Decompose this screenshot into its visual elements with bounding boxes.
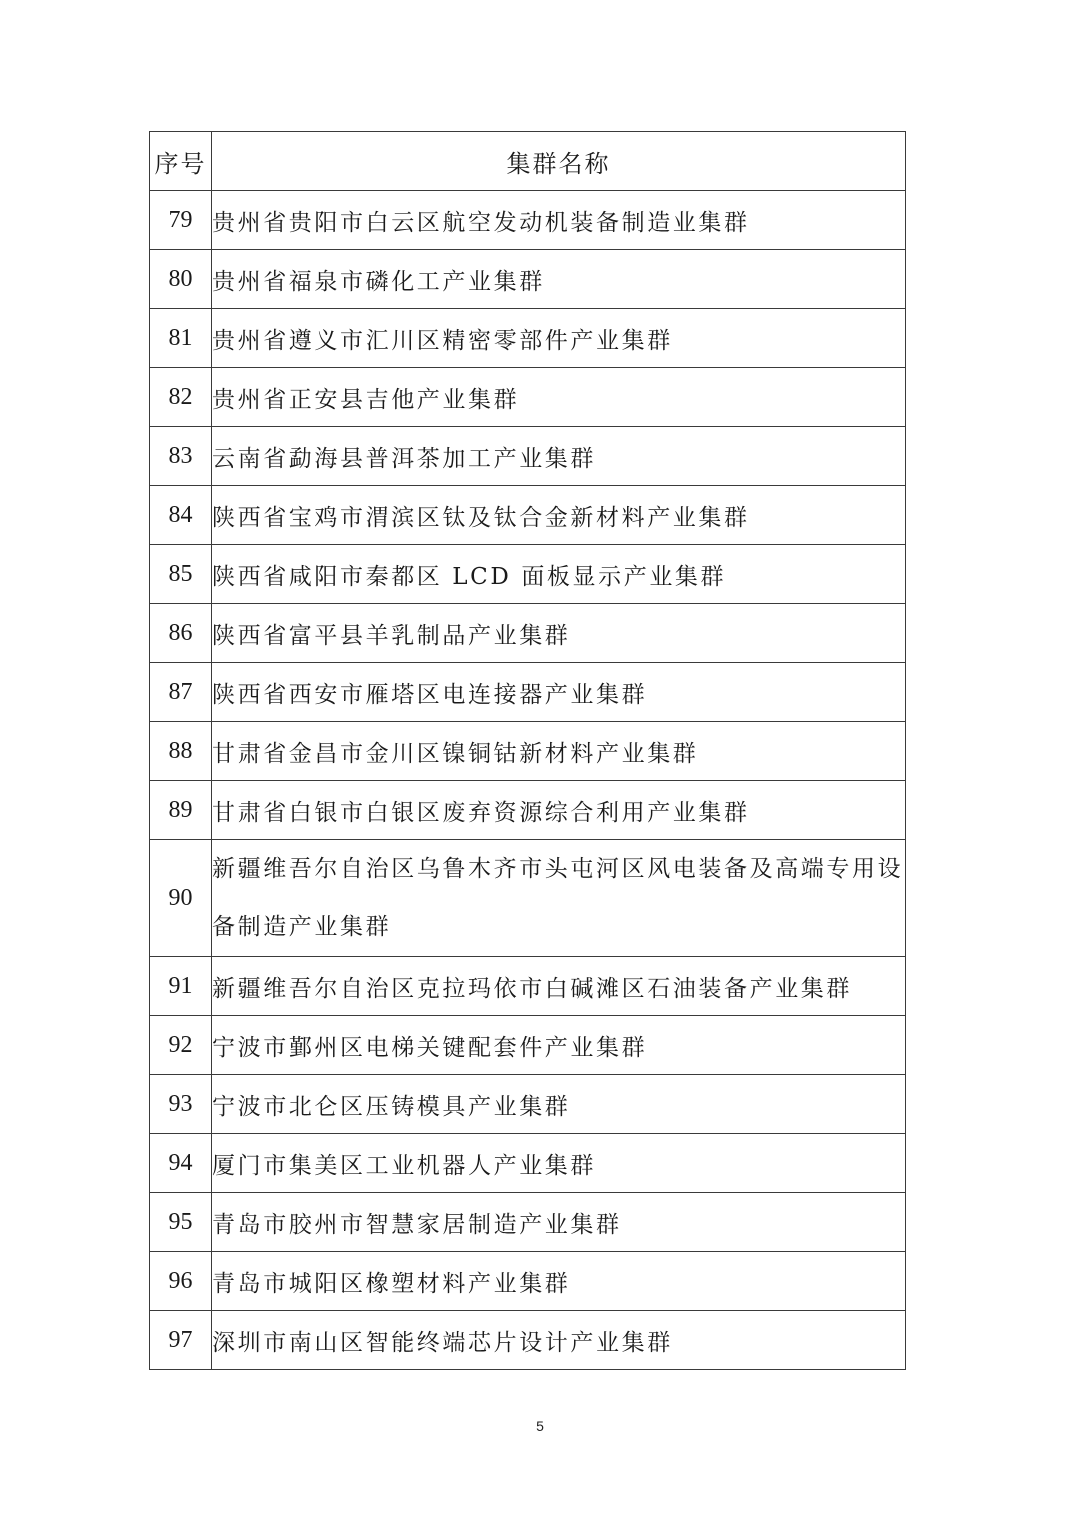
row-index: 97 bbox=[150, 1311, 212, 1370]
table-row bbox=[150, 309, 906, 368]
table-body bbox=[150, 191, 906, 1370]
table-row bbox=[150, 1252, 906, 1311]
row-index: 84 bbox=[150, 486, 212, 545]
table-row bbox=[150, 250, 906, 309]
table-row bbox=[150, 1075, 906, 1134]
table-row bbox=[150, 1016, 906, 1075]
table-row bbox=[150, 191, 906, 250]
row-index: 92 bbox=[150, 1016, 212, 1075]
row-cluster-name: 陕西省西安市雁塔区电连接器产业集群 bbox=[212, 663, 906, 722]
row-index: 91 bbox=[150, 957, 212, 1016]
table-row bbox=[150, 1193, 906, 1252]
row-index: 95 bbox=[150, 1193, 212, 1252]
row-cluster-name: 陕西省富平县羊乳制品产业集群 bbox=[212, 604, 906, 663]
table-row bbox=[150, 1134, 906, 1193]
cluster-table bbox=[149, 131, 906, 1370]
row-index: 86 bbox=[150, 604, 212, 663]
header-index: 序号 bbox=[150, 132, 212, 191]
table-row bbox=[150, 663, 906, 722]
table-header-row bbox=[150, 132, 906, 191]
table-row bbox=[150, 781, 906, 840]
row-index: 94 bbox=[150, 1134, 212, 1193]
table-row bbox=[150, 545, 906, 604]
row-index: 82 bbox=[150, 368, 212, 427]
row-index: 80 bbox=[150, 250, 212, 309]
row-cluster-name: 青岛市胶州市智慧家居制造产业集群 bbox=[212, 1193, 906, 1252]
row-cluster-name: 贵州省正安县吉他产业集群 bbox=[212, 368, 906, 427]
table-row bbox=[150, 427, 906, 486]
table-row bbox=[150, 604, 906, 663]
row-index: 83 bbox=[150, 427, 212, 486]
table-row bbox=[150, 840, 906, 957]
row-cluster-name: 宁波市北仑区压铸模具产业集群 bbox=[212, 1075, 906, 1134]
row-cluster-name: 青岛市城阳区橡塑材料产业集群 bbox=[212, 1252, 906, 1311]
row-cluster-name: 厦门市集美区工业机器人产业集群 bbox=[212, 1134, 906, 1193]
row-index: 85 bbox=[150, 545, 212, 604]
row-index: 89 bbox=[150, 781, 212, 840]
row-cluster-name: 甘肃省金昌市金川区镍铜钴新材料产业集群 bbox=[212, 722, 906, 781]
row-cluster-name: 深圳市南山区智能终端芯片设计产业集群 bbox=[212, 1311, 906, 1370]
row-index: 96 bbox=[150, 1252, 212, 1311]
row-index: 88 bbox=[150, 722, 212, 781]
table-row bbox=[150, 368, 906, 427]
row-cluster-name: 甘肃省白银市白银区废弃资源综合利用产业集群 bbox=[212, 781, 906, 840]
row-index: 93 bbox=[150, 1075, 212, 1134]
row-cluster-name: 陕西省咸阳市秦都区 LCD 面板显示产业集群 bbox=[212, 545, 906, 604]
row-index: 81 bbox=[150, 309, 212, 368]
row-cluster-name: 贵州省贵阳市白云区航空发动机装备制造业集群 bbox=[212, 191, 906, 250]
row-cluster-name: 云南省勐海县普洱茶加工产业集群 bbox=[212, 427, 906, 486]
row-index: 90 bbox=[150, 840, 212, 957]
row-cluster-name: 贵州省遵义市汇川区精密零部件产业集群 bbox=[212, 309, 906, 368]
table-row bbox=[150, 722, 906, 781]
table-row bbox=[150, 1311, 906, 1370]
row-cluster-name: 新疆维吾尔自治区克拉玛依市白碱滩区石油装备产业集群 bbox=[212, 957, 906, 1016]
row-cluster-name: 新疆维吾尔自治区乌鲁木齐市头屯河区风电装备及高端专用设备制造产业集群 bbox=[212, 840, 906, 957]
table-row bbox=[150, 957, 906, 1016]
row-index: 87 bbox=[150, 663, 212, 722]
row-index: 79 bbox=[150, 191, 212, 250]
table-row bbox=[150, 486, 906, 545]
row-cluster-name: 宁波市鄞州区电梯关键配套件产业集群 bbox=[212, 1016, 906, 1075]
row-cluster-name: 陕西省宝鸡市渭滨区钛及钛合金新材料产业集群 bbox=[212, 486, 906, 545]
row-cluster-name: 贵州省福泉市磷化工产业集群 bbox=[212, 250, 906, 309]
header-cluster-name: 集群名称 bbox=[212, 132, 906, 191]
page-number: 5 bbox=[536, 1418, 544, 1434]
